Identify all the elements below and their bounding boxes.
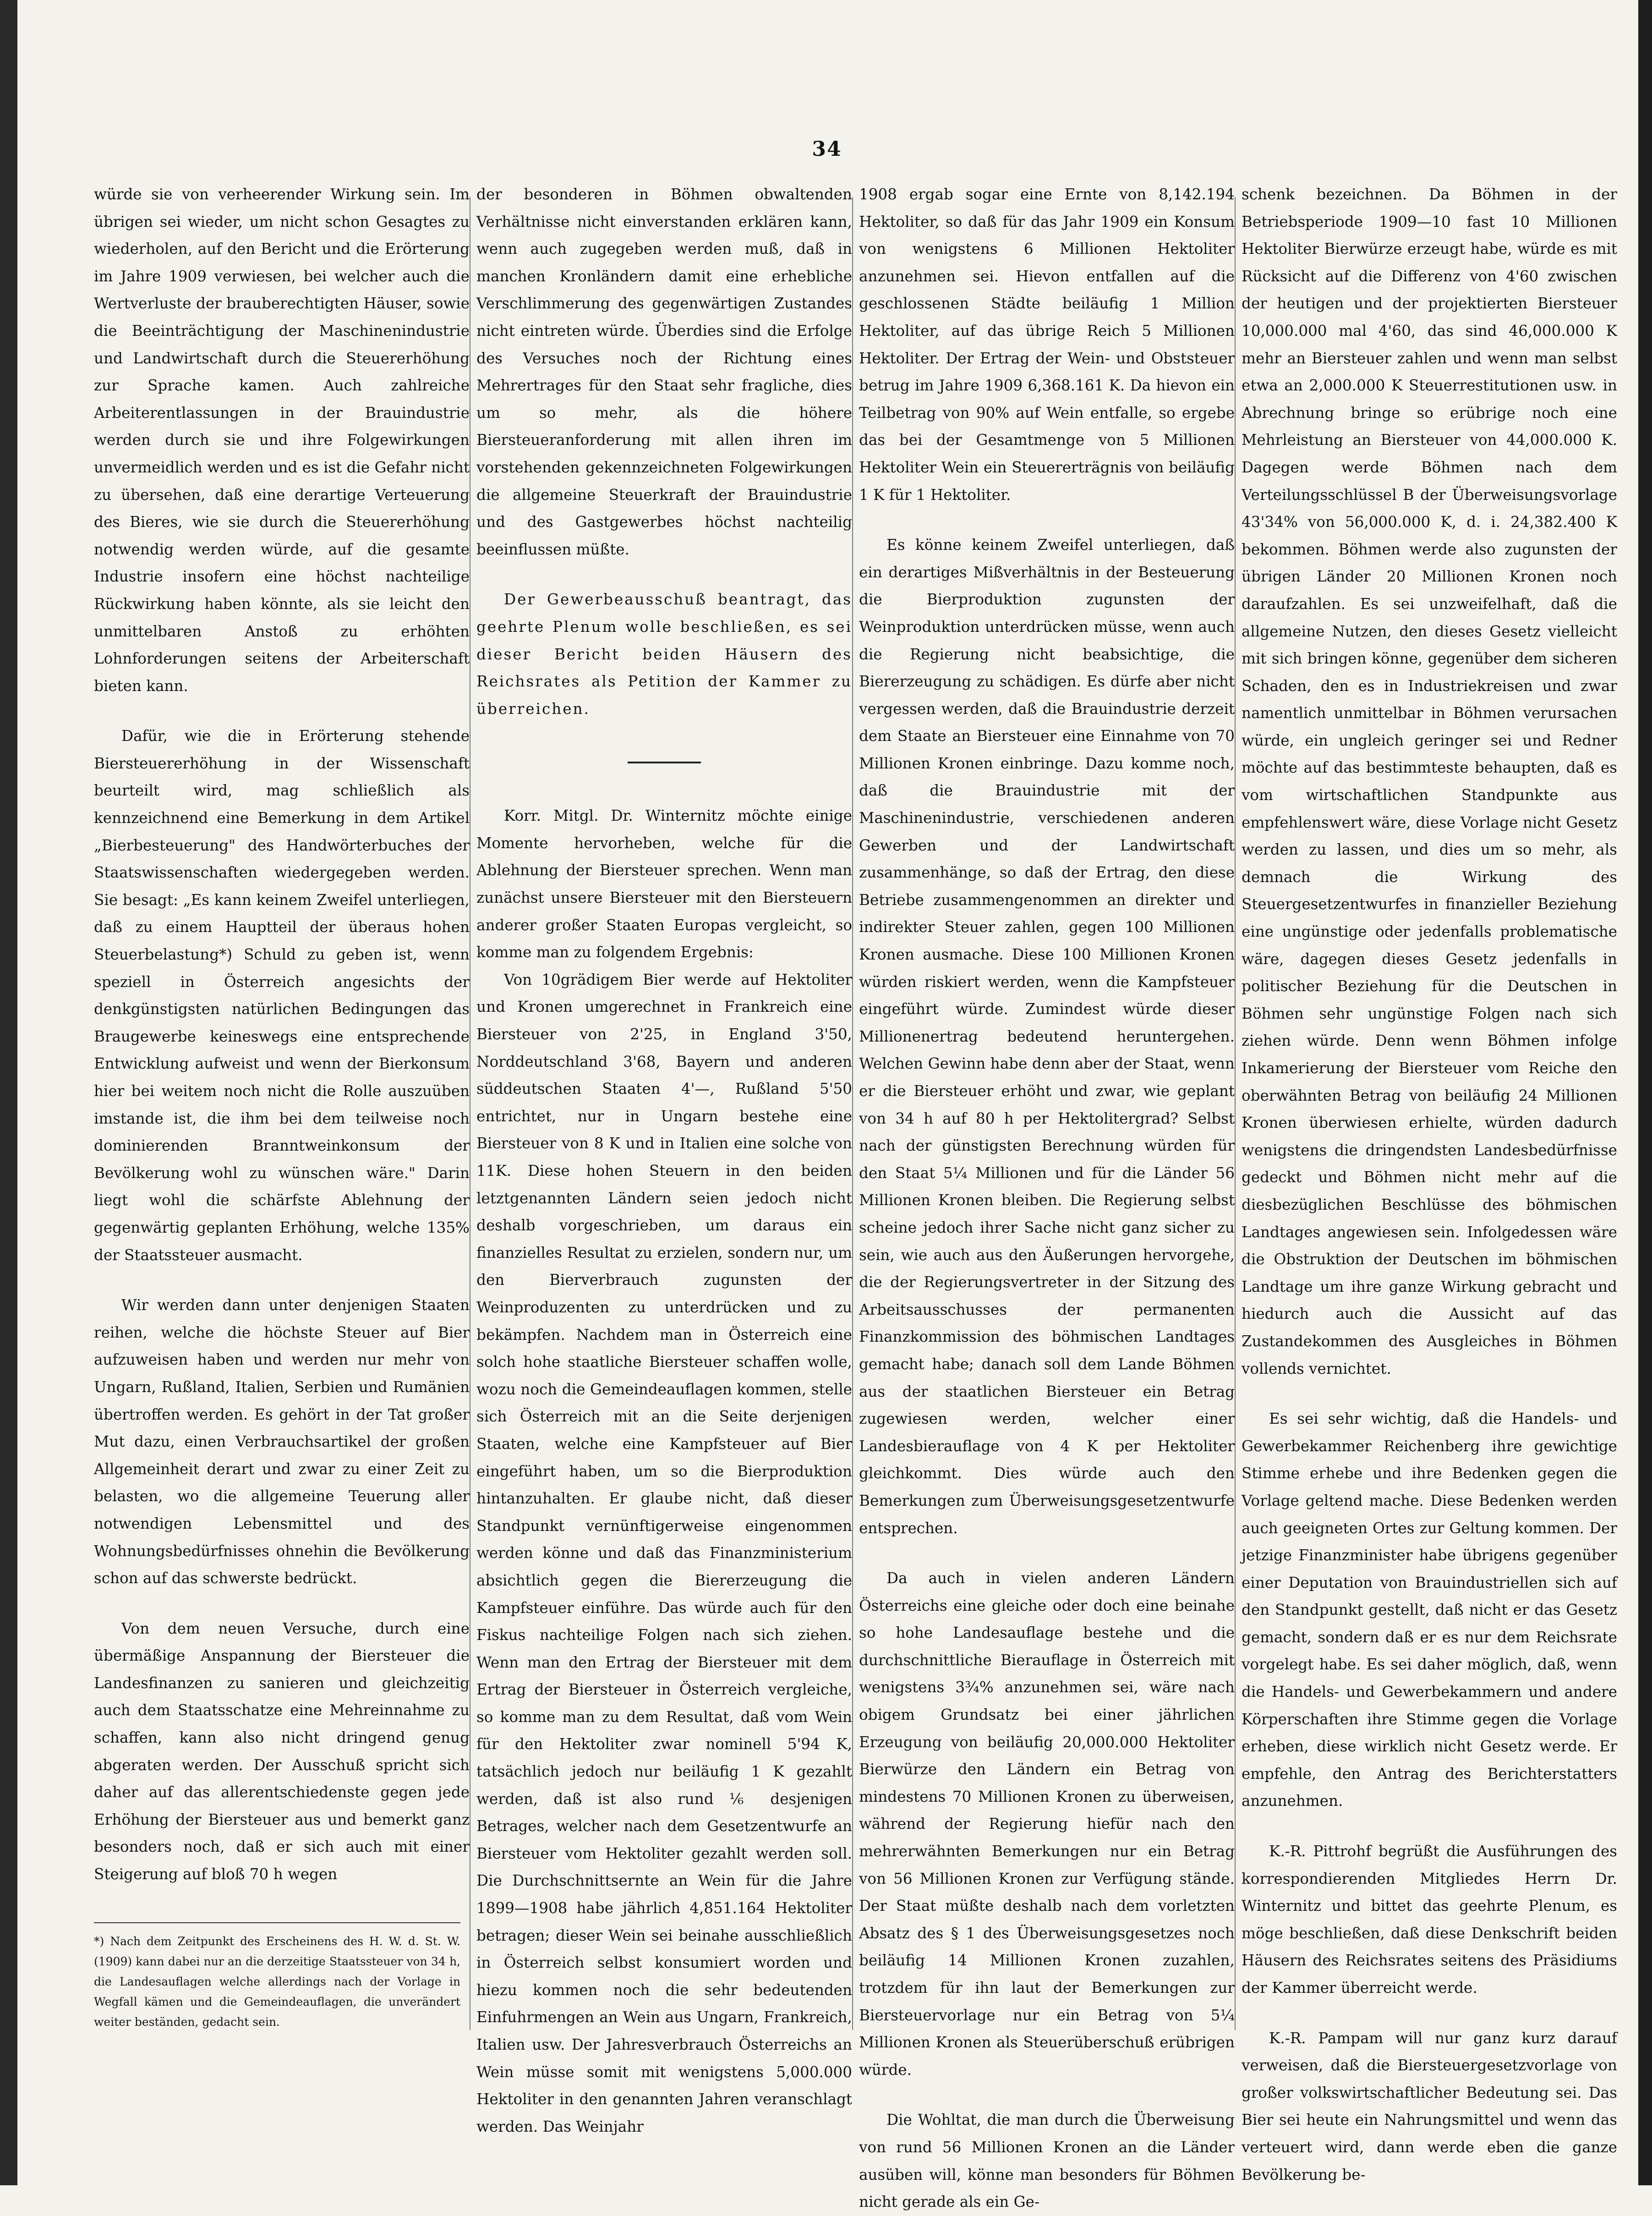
paragraph: Von dem neuen Versuche, durch eine übermäßige Anspannung der Biersteuer die Landesfinanzen zu sanieren und gleichzeitig auch dem Staatsschatze eine Mehreinnahme zu schaffen, kann also nicht dringend genug abgeraten werden. Der Ausschuß spricht sich daher auf das allerentschiedenste gegen jede Erhöhung der Biersteuer aus und bemerkt ganz besonders noch, daß er sich auch mit einer Steigerung auf bloß 70 h wegen: [94, 1619, 470, 1883]
paragraph: der besonderen in Böhmen obwaltenden Verhältnisse nicht einverstanden erklären kann, wenn auch zugegeben werden muß, daß in manchen Kronländern damit eine erhebliche Verschlimmerung des gegenwärtigen Zustandes nicht eintreten würde. Überdies sind die Erfolge des Versuches noch der Richtung eines Mehrertrages für den Staat sehr fragliche, dies um so mehr, als die höhere Biersteueranforderung mit allen ihren im vorstehenden gekennzeichneten Folgewirkungen die allgemeine Steuerkraft der Brauindustrie und des Gastgewerbes höchst nachteilig beeinflussen müßte.: [476, 186, 852, 558]
motion-paragraph: Der Gewerbeausschuß beantragt, das geehrte Plenum wolle beschließen, es sei dieser Bericht beiden Häusern des Reichsrates als Petition der Kammer zu überreichen.: [476, 591, 852, 718]
paragraph: Die Wohltat, die man durch die Überweisung von rund 56 Millionen Kronen an die Länder ausüben will, könne man besonders für Böhmen nicht gerade als ein Ge-: [859, 2111, 1235, 2211]
paragraph: Von 10grädigem Bier werde auf Hektoliter und Kronen umgerechnet in Frankreich eine Biersteuer von 2'25, in England 3'50, Norddeutschland 3'68, Bayern und anderen süddeutschen Staaten 4'—, Rußland 5'50 entrichtet, nur in Ungarn bestehe eine Biersteuer von 8 K und in Italien eine solche von 11K. Diese hohen Steuern in den beiden letztgenannten Ländern seien jedoch nicht deshalb vorgeschrieben, um daraus ein finanzielles Resultat zu erzielen, sondern nur, um den Bierverbrauch zugunsten der Weinproduzenten zu unterdrücken und zu bekämpfen. Nachdem man in Österreich eine solch hohe staatliche Biersteuer schaffen wolle, wozu noch die Gemeindeauflagen kommen, stelle sich Österreich mit an die Seite derjenigen Staaten, welche eine Kampfsteuer auf Bier eingeführt haben, um so die Bierproduktion hintanzuhalten. Er glaube nicht, daß dieser Standpunkt vernünftigerweise eingenommen werden könne und daß das Finanzministerium absichtlich gegen die Biererzeugung die Kampfsteuer einführe. Das würde auch für den Fiskus nachteilige Folgen nach sich ziehen. Wenn man den Ertrag der Biersteuer mit dem Ertrag der Biersteuer in Österreich vergleiche, so komme man zu dem Resultat, daß vom Wein für den Hektoliter zwar nominell 5'94 K, tatsächlich jedoch nur beiläufig 1 K gezahlt werden, daß ist also rund ⅙ desjenigen Betrages, welcher nach dem Gesetzentwurfe an Biersteuer vom Hektoliter gezahlt werden soll. Die Durchschnittsernte an Wein für die Jahre 1899—1908 habe jährlich 4,851.164 Hektoliter betragen; dieser Wein sei beinahe ausschließlich in Österreich selbst konsumiert worden und hiezu kommen noch die sehr bedeutenden Einfuhrmengen an Wein aus Ungarn, Frankreich, Italien usw. Der Jahresverbrauch Österreichs an Wein müsse somit mit wenigstens 5,000.000 Hektoliter in den genannten Jahren veranschlagt werden. Das Weinjahr: [476, 971, 852, 2135]
column-divider: [1235, 197, 1236, 2030]
paragraph: K.-R. Pampam will nur ganz kurz darauf verweisen, daß die Biersteuergesetzvorlage von großer volkswirtschaftlicher Bedeutung sei. Das Bier sei heute ein Nahrungsmittel und wenn das verteuert wird, dann werde eben die ganze Bevölkerung be-: [1242, 2029, 1617, 2183]
paragraph: Dafür, wie die in Erörterung stehende Biersteuererhöhung in der Wissenschaft beurteilt wird, mag schließlich als kennzeichnend eine Bemerkung in dem Artikel „Bierbesteuerung" des Handwörterbuches der Staatswissenschaften wiedergegeben werden. Sie besagt: „Es kann keinem Zweifel unterliegen, daß zu einem Hauptteil der überaus hohen Steuerbelastung*) Schuld zu geben ist, wenn speziell in Österreich angesichts der denkgünstigsten natürlichen Bedingungen das Braugewerbe keineswegs eine entsprechende Entwicklung aufweist und wenn der Bierkonsum hier bei weitem noch nicht die Rolle auszuüben imstande ist, die ihm bei dem teilweise noch dominierenden Branntweinkonsum der Bevölkerung wohl zu wünschen wäre." Darin liegt wohl die schärfste Ablehnung der gegenwärtig geplanten Erhöhung, welche 135% der Staatssteuer ausmacht.: [94, 727, 470, 1264]
column-divider: [852, 197, 853, 2030]
text-column-1: [94, 181, 470, 1888]
paragraph: schenk bezeichnen. Da Böhmen in der Betriebsperiode 1909—10 fast 10 Millionen Hektoliter Bierwürze erzeugt habe, würde es mit Rücksicht auf die Differenz von 4'60 zwischen der heutigen und der projektierten Biersteuer 10,000.000 mal 4'60, das sind 46,000.000 K mehr an Biersteuer zahlen und wenn man selbst etwa an 2,000.000 K Steuerrestitutionen usw. in Abrechnung bringe so erübrige noch eine Mehrleistung an Biersteuer von 44,000.000 K. Dagegen werde Böhmen nach dem Verteilungsschlüssel B der Überweisungsvorlage 43'34% von 56,000.000 K, d. i. 24,382.400 K bekommen. Böhmen werde also zugunsten der übrigen Länder 20 Millionen Kronen noch daraufzahlen. Es sei unzweifelhaft, daß die allgemeine Nutzen, den dieses Gesetz vielleicht mit sich bringen könne, gegenüber dem sicheren Schaden, den es in Industriekreisen und zwar namentlich unmittelbar in Böhmen verursachen würde, ein ungleich geringer sei und Redner möchte auf das bestimmteste behaupten, daß es vom wirtschaftlichen Standpunkte aus empfehlenswert wäre, diese Vorlage nicht Gesetz werden zu lassen, und dies um so mehr, als demnach die Wirkung des Steuergesetzentwurfes in finanzieller Beziehung eine ungünstige oder jedenfalls problematische wäre, dagegen dieses Gesetz jedenfalls in politischer Beziehung für die Deutschen in Böhmen sehr ungünstige Folgen nach sich ziehen würde. Denn wenn Böhmen infolge Inkamerierung der Biersteuer vom Reiche den oberwähnten Betrag von beiläufig 24 Millionen Kronen überwiesen erhielte, würden dadurch wenigstens die dringendsten Landesbedürfnisse gedeckt und Böhmen nicht mehr auf die diesbezüglichen Beschlüsse des böhmischen Landtages angewiesen sein. Infolgedessen wäre die Obstruktion der Deutschen im böhmischen Landtage um ihre ganze Wirkung gebracht und hiedurch auch die Aussicht auf das Zustandekommen des Ausgleiches in Böhmen vollends vernichtet.: [1242, 186, 1617, 1377]
paragraph: Da auch in vielen anderen Ländern Österreichs eine gleiche oder doch eine beinahe so hohe Landesauflage bestehe und die durchschnittliche Bierauflage in Österreich mit wenigstens 3¾% anzunehmen sei, wäre nach obigem Grundsatz bei einer jährlichen Erzeugung von beiläufig 20,000.000 Hektoliter Bierwürze den Ländern ein Betrag von mindestens 70 Millionen Kronen zu überweisen, während der Regierung hiefür nach den mehrerwähnten Bemerkungen nur ein Betrag von 56 Millionen Kronen zur Verfügung stände. Der Staat müßte deshalb nach dem vorletzten Absatz des § 1 des Überweisungsgesetzes noch beiläufig 14 Millionen Kronen zuzahlen, trotzdem für ihn laut der Bemerkungen zur Biersteuervorlage nur ein Betrag von 5¼ Millionen Kronen als Steuerüberschuß erübrigen würde.: [859, 1569, 1235, 2079]
paragraph: 1908 ergab sogar eine Ernte von 8,142.194 Hektoliter, so daß für das Jahr 1909 ein Konsum von wenigstens 6 Millionen Hektoliter anzunehmen sei. Hievon entfallen auf die geschlossenen Städte beiläufig 1 Million Hektoliter, auf das übrige Reich 5 Millionen Hektoliter. Der Ertrag der Wein- und Obststeuer betrug im Jahre 1909 6,368.161 K. Da hievon ein Teilbetrag von 90% auf Wein entfalle, so ergebe das bei der Gesamtmenge von 5 Millionen Hektoliter Wein ein Steuererträgnis von beiläufig 1 K für 1 Hektoliter.: [859, 186, 1235, 504]
text-column-2: [476, 181, 852, 2140]
paragraph: Es könne keinem Zweifel unterliegen, daß ein derartiges Mißverhältnis in der Besteuerung die Bierproduktion zugunsten der Weinproduktion unterdrücken müsse, wenn auch die Regierung nicht beabsichtige, die Biererzeugung zu schädigen. Es dürfe aber nicht vergessen werden, daß die Brauindustrie derzeit dem Staate an Biersteuer eine Einnahme von 70 Millionen Kronen einbringe. Dazu komme noch, daß die Brauindustrie mit der Maschinenindustrie, verschiedenen anderen Gewerben und der Landwirtschaft zusammenhänge, so daß der Ertrag, den diese Betriebe zusammengenommen an direkter und indirekter Steuer zahlen, gegen 100 Millionen Kronen ausmache. Diese 100 Millionen Kronen würden riskiert werden, wenn die Kampfsteuer eingeführt würde. Zumindest würde dieser Millionenertrag bedeutend heruntergehen. Welchen Gewinn habe denn aber der Staat, wenn er die Biersteuer erhöht und zwar, wie geplant von 34 h auf 80 h per Hektolitergrad? Selbst nach der günstigsten Berechnung würden für den Staat 5¼ Millionen und für die Länder 56 Millionen Kronen bleiben. Die Regierung selbst scheine jedoch ihrer Sache nicht ganz sicher zu sein, wie auch aus den Äußerungen hervorgehe, die der Regierungsvertreter in der Sitzung des Arbeitsausschusses der permanenten Finanzkommission des böhmischen Landtages gemacht habe; danach soll dem Lande Böhmen aus der staatlichen Biersteuer ein Betrag zugewiesen werden, welcher einer Landesbierauflage von 4 K per Hektoliter gleichkommt. Dies würde auch den Bemerkungen zum Überweisungsgesetzentwurfe entsprechen.: [859, 536, 1235, 1537]
paragraph: Wir werden dann unter denjenigen Staaten reihen, welche die höchste Steuer auf Bier aufzuweisen haben und werden nur mehr von Ungarn, Rußland, Italien, Serbien und Rumänien übertroffen werden. Es gehört in der Tat großer Mut dazu, einen Verbrauchsartikel der großen Allgemeinheit derart und zwar zu einer Zeit zu belasten, wo die allgemeine Teuerung aller notwendigen Lebensmittel und des Wohnungsbedürfnisses ohnehin die Bevölkerung schon auf das schwerste bedrückt.: [94, 1296, 470, 1587]
paragraph: K.-R. Pittrohf begrüßt die Ausführungen des korrespondierenden Mitgliedes Herrn Dr. Winternitz und bittet das geehrte Plenum, es möge beschließen, daß diese Denkschrift beiden Häusern des Reichsrates seitens des Präsidiums der Kammer überreicht werde.: [1242, 1843, 1617, 1997]
scan-edge-right: [1638, 0, 1652, 2185]
paragraph: würde sie von verheerender Wirkung sein. Im übrigen sei wieder, um nicht schon Gesagtes zu wiederholen, auf den Bericht und die Erörterung im Jahre 1909 verwiesen, bei welcher auch die Wertverluste der brauberechtigten Häuser, sowie die Beeinträchtigung der Maschinenindustrie und Landwirtschaft durch die Steuererhöhung zur Sprache kamen. Auch zahlreiche Arbeiterentlassungen in der Brauindustrie werden durch sie und ihre Folgewirkungen unvermeidlich werden und es ist die Gefahr nicht zu übersehen, daß eine derartige Verteuerung des Bieres, wie sie durch die Steuererhöhung notwendig werden würde, auf die gesamte Industrie insofern eine höchst nachteilige Rückwirkung haben könnte, als sie leicht den unmittelbaren Anstoß zu erhöhten Lohnforderungen seitens der Arbeiterschaft bieten kann.: [94, 186, 470, 695]
page-number: 34: [812, 137, 842, 161]
footnote: *) Nach dem Zeitpunkt des Erscheinens des H. W. d. St. W. (1909) kann dabei nur an die derzeitige Staatssteuer von 34 h, die Landesauflagen welche allerdings nach der Vorlage in Wegfall kämen und die Gemeindeauflagen, die unverändert weiter beständen, gedacht sein.: [94, 1922, 460, 2032]
scan-edge-left: [0, 0, 17, 2185]
paragraph: Es sei sehr wichtig, daß die Handels- und Gewerbekammer Reichenberg ihre gewichtige Stimme erhebe und ihre Bedenken gegen die Vorlage geltend mache. Diese Bedenken werden auch geeigneten Ortes zur Geltung kommen. Der jetzige Finanzminister habe übrigens gegenüber einer Deputation von Brauindustriellen sich auf den Standpunkt gestellt, daß nicht er das Gesetz gemacht, sondern daß er es nur dem Reichsrate vorgelegt habe. Es sei daher möglich, daß, wenn die Handels- und Gewerbekammern und andere Körperschaften ihre Stimme gegen die Vorlage erheben, diese wirklich nicht Gesetz werde. Er empfehle, den Antrag des Berichterstatters anzunehmen.: [1242, 1410, 1617, 1810]
section-divider: [628, 762, 701, 763]
text-column-3: [859, 181, 1235, 2216]
text-column-4: [1242, 181, 1617, 2189]
paragraph: Korr. Mitgl. Dr. Winternitz möchte einige Momente hervorheben, welche für die Ablehnung der Biersteuer sprechen. Wenn man zunächst unsere Biersteuer mit den Biersteuern anderer großer Staaten Europas vergleicht, so komme man zu folgendem Ergebnis:: [476, 807, 852, 961]
